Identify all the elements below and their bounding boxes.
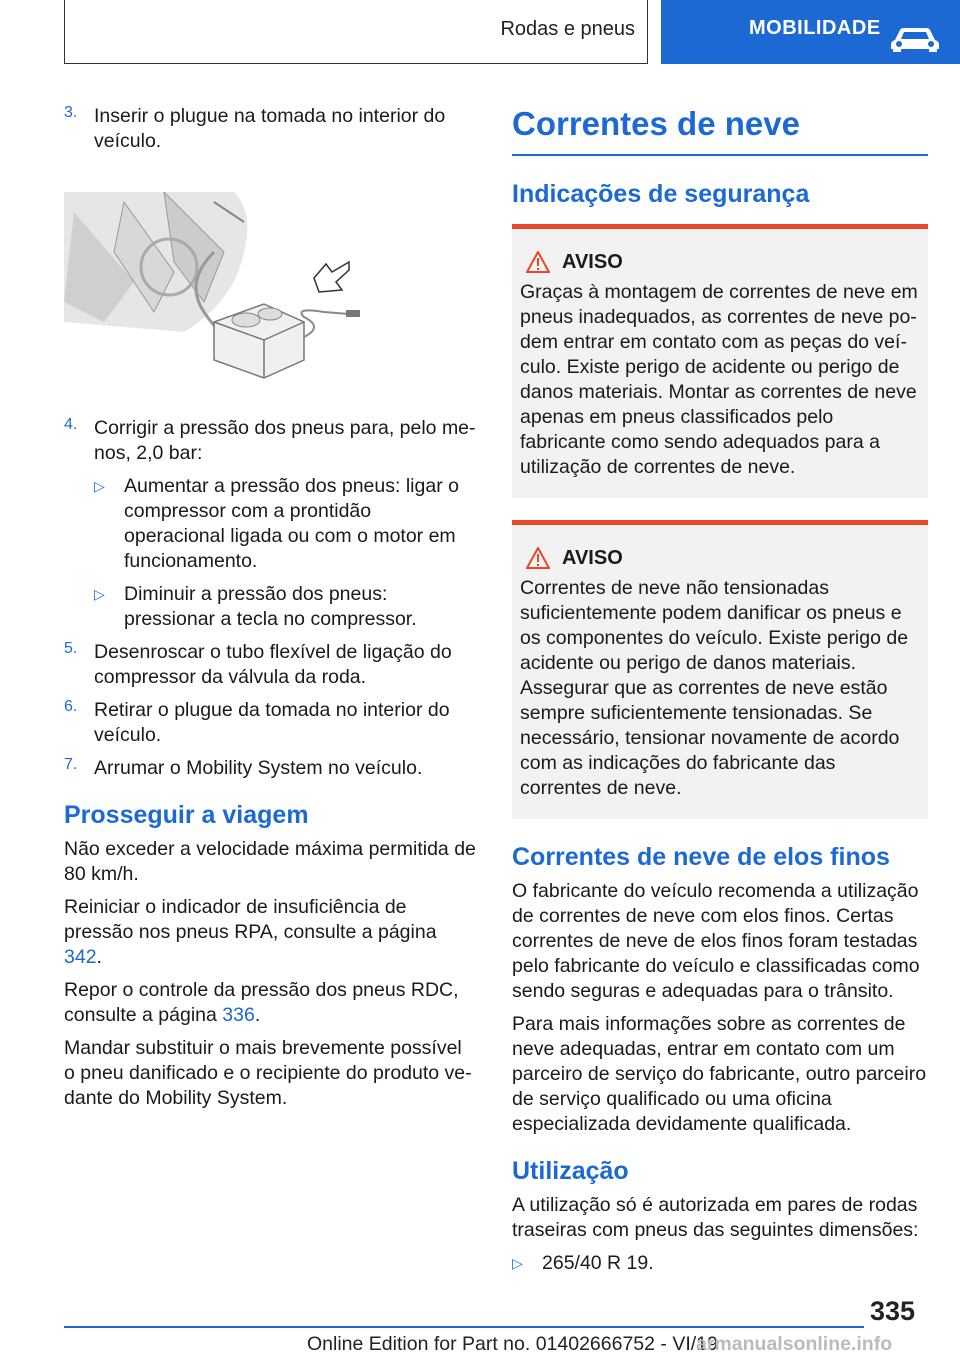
paragraph-fine-1: O fabricante do veículo recomenda a utilização de correntes de neve com elos finos. Certas correntes de neve de elos finos foram testadas pelo fabricante do veículo e classificadas como sendo seguras e adequadas para o trânsito. bbox=[512, 879, 920, 1002]
warning-header bbox=[520, 251, 920, 274]
car-icon bbox=[889, 26, 941, 52]
step-text: Corrigir a pressão dos pneus para, pelo menos, 2,0 bar: bbox=[94, 417, 476, 464]
triangle-bullet-icon: ▷ bbox=[512, 1254, 523, 1271]
warning-box-2 bbox=[512, 520, 928, 819]
step-5 bbox=[64, 640, 476, 690]
step-number: 4. bbox=[64, 416, 78, 433]
step-number: 3. bbox=[64, 104, 78, 121]
paragraph-text: . bbox=[254, 1004, 261, 1026]
left-column bbox=[64, 104, 476, 1119]
step-6 bbox=[64, 698, 476, 748]
paragraph-usage: A utilização só é autorizada em pares de rodas traseiras com pneus das seguintes dimensões: bbox=[512, 1193, 919, 1241]
warning-triangle-icon bbox=[526, 251, 550, 273]
warning-text: Correntes de neve não tensionadas suficientemente podem danificar os pneus e os componentes do veículo. Existe perigo de acidente ou perigo de danos materiais. Assegurar que as correntes de neve estão sempre suficientemente tensionadas. Se necessário, tensionar novamente de acordo com as indicações do fabricante das correntes de neve. bbox=[520, 576, 909, 799]
step-text: Inserir o plugue na tomada no interior do veículo. bbox=[94, 105, 446, 152]
step-4 bbox=[64, 416, 476, 466]
sub-item-text: Aumentar a pressão dos pneus: ligar o compressor com a prontidão operacional ligada ou com o motor em funcionamento. bbox=[124, 475, 459, 572]
paragraph-text: Reiniciar o indicador de insuficiência de pressão nos pneus RPA, consulte a página bbox=[64, 896, 437, 943]
triangle-bullet-icon: ▷ bbox=[94, 586, 105, 602]
header-section-box bbox=[64, 0, 648, 64]
step-number: 7. bbox=[64, 756, 78, 773]
paragraph-speed: Não exceder a velocidade máxima permitida de 80 km/h. bbox=[64, 838, 476, 885]
sub-item-1 bbox=[94, 474, 476, 574]
warning-triangle-icon bbox=[526, 547, 550, 569]
triangle-bullet-icon: ▷ bbox=[94, 478, 105, 494]
footer-rule bbox=[64, 1326, 864, 1328]
paragraph-rpa bbox=[64, 895, 476, 970]
page-number: 335 bbox=[870, 1296, 916, 1326]
safety-heading: Indicações de segurança bbox=[512, 179, 810, 208]
sub-item-text: Diminuir a pressão dos pneus: pressionar a tecla no compressor. bbox=[124, 583, 417, 630]
fine-link-chains-heading: Correntes de neve de elos finos bbox=[512, 842, 890, 871]
header-chapter-label: MOBILIDADE bbox=[749, 17, 881, 39]
step-number: 5. bbox=[64, 640, 78, 657]
paragraph-replace: Mandar substituir o mais brevemente possível o pneu danificado e o recipiente do produto vedante do Mobility System. bbox=[64, 1037, 472, 1109]
step-text: Retirar o plugue da tomada no interior do veículo. bbox=[94, 699, 450, 746]
step-text: Arrumar o Mobility System no veículo. bbox=[94, 757, 423, 779]
paragraph-text: Repor o controle da pressão dos pneus RDC, consulte a página bbox=[64, 979, 459, 1026]
warning-box-1 bbox=[512, 224, 928, 498]
tire-size-text: 265/40 R 19. bbox=[542, 1251, 654, 1274]
warning-title: AVISO bbox=[562, 546, 623, 569]
footer-edition: Online Edition for Part no. 01402666752 - VI/19 bbox=[307, 1333, 718, 1355]
header-section-title: Rodas e pneus bbox=[500, 18, 635, 40]
warning-text: Graças à montagem de correntes de neve em pneus inadequados, as correntes de neve podem entrar em contato com as peças do veículo. Existe perigo de acidente ou perigo de danos materiais. Montar as correntes de neve apenas em pneus classificados pelo fabricante como sendo adequados para a utilização de correntes de neve. bbox=[520, 280, 918, 478]
right-column bbox=[512, 104, 928, 1284]
title-rule bbox=[512, 154, 928, 156]
step-3 bbox=[64, 104, 476, 154]
warning-header bbox=[520, 547, 920, 570]
step-number: 6. bbox=[64, 698, 78, 715]
header-chapter-tab[interactable] bbox=[661, 0, 960, 64]
snow-chains-title: Correntes de neve bbox=[512, 105, 800, 142]
step-text: Desenroscar o tubo flexível de ligação do compressor da válvula da roda. bbox=[94, 641, 452, 688]
paragraph-text: . bbox=[96, 946, 102, 968]
paragraph-rdc bbox=[64, 978, 476, 1028]
sub-item-2 bbox=[94, 582, 476, 632]
continue-journey-heading: Prosseguir a viagem bbox=[64, 801, 309, 829]
compressor-illustration bbox=[64, 192, 476, 382]
tire-size-item bbox=[512, 1251, 928, 1276]
usage-heading: Utilização bbox=[512, 1156, 629, 1185]
page-link-342[interactable]: 342 bbox=[64, 946, 97, 968]
paragraph-fine-2: Para mais informações sobre as correntes de neve adequadas, entrar em contato com um parceiro de serviço do fabricante, outro parceiro de serviço qualificado ou uma oficina especializada devidamente qualificada. bbox=[512, 1012, 927, 1135]
page-link-336[interactable]: 336 bbox=[222, 1004, 255, 1026]
warning-title: AVISO bbox=[562, 250, 623, 273]
step-7 bbox=[64, 756, 476, 781]
footer-watermark: armanualsonline.info bbox=[696, 1333, 893, 1355]
